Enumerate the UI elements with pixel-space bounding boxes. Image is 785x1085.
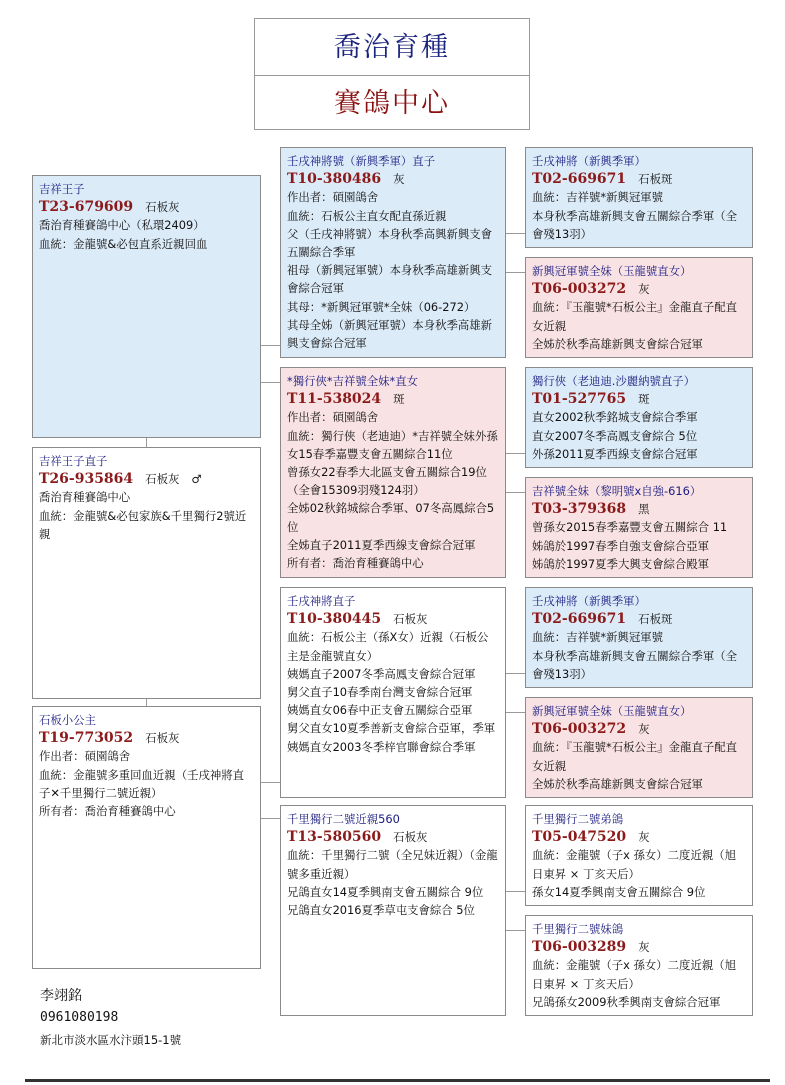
footer-owner: 李翊銘 <box>40 988 82 1004</box>
feather-color: 灰 <box>638 282 650 297</box>
info-line: 血統：吉祥號*新興冠軍號 <box>532 630 663 645</box>
feather-color: 斑 <box>638 392 650 407</box>
info-line: 血統：金龍號&必包家族&千里獨行2號近親 <box>39 508 247 541</box>
great-grandparent-card[interactable] <box>525 367 753 468</box>
ring-number: T03-379368 <box>532 501 627 518</box>
info-line: 血統：『玉龍號*石板公主』金龍直子配直女近親 <box>532 300 738 333</box>
ring-number: T10-380445 <box>287 611 382 628</box>
ring-row <box>532 500 746 518</box>
ring-row <box>532 938 746 956</box>
info-line: 孫女14夏季興南支會五關綜合 9位 <box>532 884 706 899</box>
great-grandparent-card[interactable] <box>525 257 753 358</box>
ring-number: T10-380486 <box>287 171 382 188</box>
feather-color: 灰 <box>638 722 650 737</box>
info-line: 血統：金龍號（子x 孫女）二度近親（旭日東昇 × 丁亥天后） <box>532 848 737 881</box>
info-line: 姨媽直子2007冬季高鳳支會綜合冠軍 <box>287 666 476 681</box>
feather-color: 灰 <box>393 172 405 187</box>
pigeon-name: 吉祥王子 <box>39 182 85 196</box>
info-line: 血統：獨行俠（老迪迪）*吉祥號全妹外孫女15春季嘉豐支會五關綜合11位 <box>287 428 498 461</box>
pigeon-name: 獨行俠（老迪迪.沙麗納號直子） <box>532 374 696 388</box>
connector-line <box>506 930 525 931</box>
info-line: 全姊02秋銘城綜合季軍、07冬高鳳綜合5位 <box>287 501 495 534</box>
ring-number: T02-669671 <box>532 171 627 188</box>
dam-card[interactable] <box>32 706 261 969</box>
info-line: 曾孫女22春季大北區支會五關綜合19位（全會15309羽殘124羽） <box>287 465 487 498</box>
title-line2: 賽鴿中心 <box>334 88 450 119</box>
info-line: 姊鴿於1997春季自強支會綜合亞軍 <box>532 538 710 553</box>
connector-line <box>506 272 525 273</box>
feather-color: 石板灰 <box>145 200 180 215</box>
info-line: 姊鴿於1997夏季大興支會綜合殿軍 <box>532 556 710 571</box>
info-line: 祖母（新興冠軍號）本身秋季高雄新興支會綜合冠軍 <box>287 263 493 296</box>
ring-number: T01-527765 <box>532 391 627 408</box>
ring-row <box>532 828 746 846</box>
pigeon-name: 吉祥號全妹（黎明號x自強-616） <box>532 484 702 498</box>
footer-address: 新北市淡水區水汴頭15-1號 <box>40 1033 182 1047</box>
info-line: 全姊於秋季高雄新興支會綜合冠軍 <box>532 336 703 351</box>
feather-color: 石板斑 <box>638 172 673 187</box>
ring-number: T23-679609 <box>39 199 134 216</box>
ring-number: T05-047520 <box>532 829 627 846</box>
grandparent-card[interactable] <box>280 805 506 1016</box>
ring-number: T11-538024 <box>287 391 382 408</box>
info-line: 血統：金龍號&必包直系近親回血 <box>39 236 208 251</box>
info-line: 直女2007冬季高鳳支會綜合 5位 <box>532 428 698 443</box>
info-line: 本身秋季高雄新興支會五關綜合季軍（全會殘13羽） <box>532 648 738 681</box>
connector-line <box>506 233 525 234</box>
info-line: 姨媽直女06春中正支會五關綜合亞軍 <box>287 703 473 718</box>
great-grandparent-card[interactable] <box>525 697 753 798</box>
pigeon-name: 新興冠軍號全妹（玉龍號直女） <box>532 264 692 278</box>
great-grandparent-card[interactable] <box>525 477 753 578</box>
ring-number: T02-669671 <box>532 611 627 628</box>
title-line1: 喬治育種 <box>255 19 529 76</box>
pigeon-name: 壬戌神將（新興季軍） <box>532 594 646 608</box>
ring-row <box>532 170 746 188</box>
connector-line <box>506 891 525 892</box>
info-line: 其母全姊（新興冠軍號）本身秋季高雄新興支會綜合冠軍 <box>287 317 493 351</box>
info-line: 其母：*新興冠軍號*全妹（06-272） <box>287 299 476 314</box>
connector-line <box>506 492 525 493</box>
info-line: 外孫2011夏季西線支會綜合冠軍 <box>532 446 698 461</box>
pigeon-name: 千里獨行二號妹鴿 <box>532 922 624 936</box>
bottom-divider <box>25 1079 770 1082</box>
connector-line <box>261 382 280 383</box>
info-line: 父（壬戌神將號）本身秋季高興新興支會五關綜合季軍 <box>287 226 493 260</box>
header <box>254 18 530 130</box>
info-line: 所有者：喬治育種賽鴿中心 <box>39 804 176 819</box>
feather-color: 石板斑 <box>638 612 673 627</box>
great-grandparent-card[interactable] <box>525 147 753 248</box>
info-line: 作出者：碩園鴿舍 <box>39 749 131 764</box>
ring-number: T26-935864 <box>39 471 134 488</box>
connector-line <box>261 818 280 819</box>
ring-row <box>287 390 499 408</box>
ring-row <box>287 610 499 628</box>
ring-row <box>532 390 746 408</box>
pigeon-name: 吉祥王子直子 <box>39 454 108 468</box>
info-line: 血統：金龍號多重回血近親（壬戌神將直子✕千里獨行二號近親） <box>39 767 245 800</box>
ring-row <box>39 729 254 747</box>
info-line: 姨媽直女2003冬季梓官聯會綜合季軍 <box>287 739 476 754</box>
info-line: 曾孫女2015春季嘉豐支會五關綜合 11 <box>532 520 728 535</box>
feather-color: 石板灰 <box>145 731 180 746</box>
great-grandparent-card[interactable] <box>525 805 753 906</box>
info-line: 全姊於秋季高雄新興支會綜合冠軍 <box>532 776 703 791</box>
feather-color: 灰 <box>638 830 650 845</box>
pigeon-name: 壬戌神將號（新興季軍）直子 <box>287 154 436 168</box>
info-line: 血統：石板公主直女配直孫近親 <box>287 208 447 223</box>
feather-color: 黑 <box>638 502 650 517</box>
connector-line <box>261 345 280 346</box>
pigeon-name: 新興冠軍號全妹（玉龍號直女） <box>532 704 692 718</box>
pigeon-name: 石板小公主 <box>39 713 96 727</box>
ring-number: T13-580560 <box>287 829 382 846</box>
feather-color: 石板灰 <box>393 612 428 627</box>
connector-line <box>146 699 147 706</box>
pigeon-name: 千里獨行二號近親560 <box>287 812 400 826</box>
info-line: 血統：『玉龍號*石板公主』金龍直子配直女近親 <box>532 740 738 773</box>
connector-line <box>261 782 280 783</box>
info-line: 直女2002秋季銘城支會綜合季軍 <box>532 410 698 425</box>
ring-row <box>39 470 254 488</box>
info-line: 血統：千里獨行二號（全兄妹近親）（金龍號多重近親） <box>287 848 498 881</box>
feather-color: 石板灰 <box>145 472 180 487</box>
pigeon-name: *獨行俠*吉祥號全妹*直女 <box>287 374 418 388</box>
ring-number: T06-003272 <box>532 721 627 738</box>
grandparent-card[interactable] <box>280 367 506 578</box>
ring-number: T06-003289 <box>532 939 627 956</box>
info-line: 兄鴿直女14夏季興南支會五關綜合 9位 <box>287 884 484 899</box>
great-grandparent-card[interactable] <box>525 915 753 1016</box>
info-line: 血統：石板公主（孫X女）近親（石板公主是金龍號直女） <box>287 630 489 663</box>
info-line: 兄鴿孫女2009秋季興南支會綜合冠軍 <box>532 994 721 1009</box>
connector-line <box>146 438 147 447</box>
ring-row <box>532 280 746 298</box>
info-line: 兄鴿直女2016夏季草屯支會綜合 5位 <box>287 903 475 918</box>
info-line: 血統：吉祥號*新興冠軍號 <box>532 190 663 205</box>
ring-row <box>39 198 254 216</box>
ring-row <box>287 170 499 188</box>
footer-phone: 0961080198 <box>40 1010 119 1025</box>
info-line: 血統：金龍號（子x 孫女）二度近親（旭日東昇 × 丁亥天后） <box>532 958 737 991</box>
grandparent-card[interactable] <box>280 587 506 798</box>
feather-color: 斑 <box>393 392 405 407</box>
pigeon-name: 壬戌神將直子 <box>287 594 356 608</box>
info-line: 所有者：喬治育種賽鴿中心 <box>287 556 424 571</box>
subject-card[interactable] <box>32 447 261 699</box>
info-line: 作出者：碩園鴿舍 <box>287 410 379 425</box>
connector-line <box>506 712 525 713</box>
connector-line <box>506 453 525 454</box>
info-line: 全姊直子2011夏季西線支會綜合冠軍 <box>287 537 476 552</box>
sex-symbol: ♂ <box>191 472 202 487</box>
ring-row <box>532 720 746 738</box>
info-line: 喬治育種賽鴿中心 <box>39 490 131 505</box>
pigeon-name: 壬戌神將（新興季軍） <box>532 154 646 168</box>
sire-card[interactable] <box>32 175 261 438</box>
feather-color: 石板灰 <box>393 830 428 845</box>
ring-number: T06-003272 <box>532 281 627 298</box>
grandparent-card[interactable] <box>280 147 506 358</box>
info-line: 喬治育種賽鴿中心（私環2409） <box>39 218 205 233</box>
pigeon-name: 千里獨行二號弟鴿 <box>532 812 624 826</box>
feather-color: 灰 <box>638 940 650 955</box>
great-grandparent-card[interactable] <box>525 587 753 688</box>
ring-number: T19-773052 <box>39 730 134 747</box>
connector-line <box>506 673 525 674</box>
info-line: 作出者：碩園鴿舍 <box>287 190 379 205</box>
info-line: 本身秋季高雄新興支會五關綜合季軍（全會殘13羽） <box>532 208 738 241</box>
ring-row <box>287 828 499 846</box>
info-line: 舅父直子10春季南台灣支會綜合冠軍 <box>287 685 473 700</box>
info-line: 舅父直女10夏季善新支會綜合亞軍，季軍 <box>287 721 496 736</box>
ring-row <box>532 610 746 628</box>
